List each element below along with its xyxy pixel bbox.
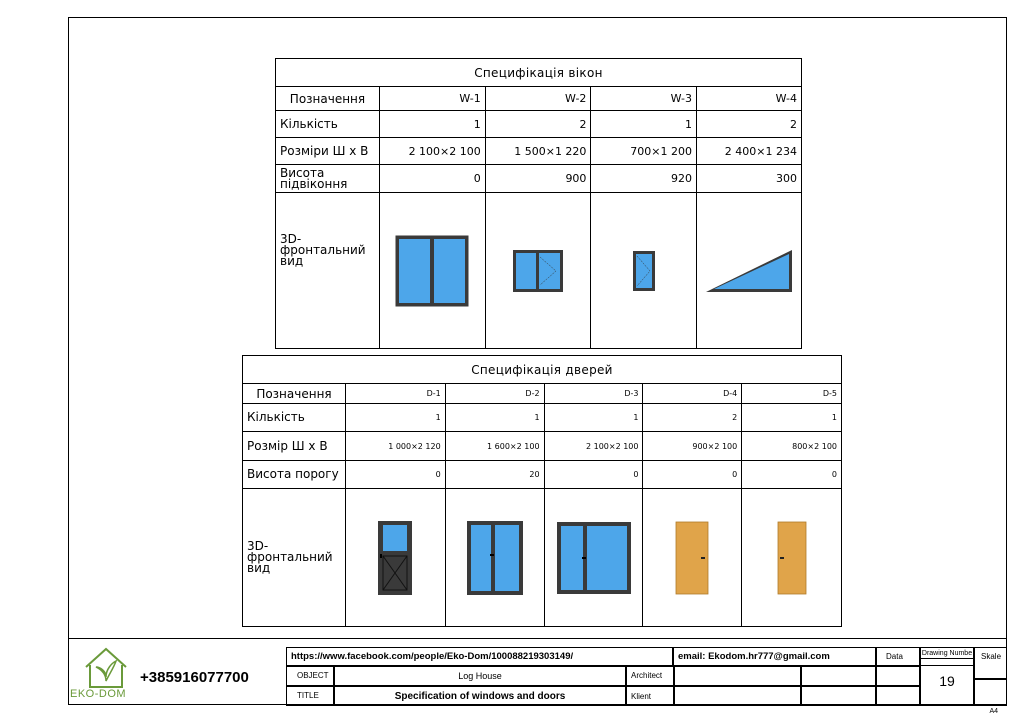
window-sill: 900 — [485, 165, 591, 193]
window-view-w3 — [591, 193, 697, 349]
row-label-view: 3D-фронтальний вид — [276, 193, 380, 349]
data-extra — [876, 686, 920, 706]
door-d3-icon — [556, 521, 632, 595]
door-id: D-4 — [643, 384, 742, 404]
window-id: W-4 — [697, 87, 802, 111]
door-view-d4 — [643, 489, 742, 627]
title-value: Specification of windows and doors — [334, 686, 626, 706]
window-size: 2 100×2 100 — [379, 138, 485, 165]
row-label-designation: Позначення — [243, 384, 346, 404]
company-logo-area — [68, 639, 286, 706]
sheet-size: A4 — [989, 708, 998, 715]
window-qty: 1 — [591, 111, 697, 138]
row-label-size: Розмір Ш х В — [243, 432, 346, 461]
door-id: D-1 — [345, 384, 445, 404]
door-d5-icon — [777, 521, 807, 595]
door-id: D-2 — [445, 384, 544, 404]
windows-spec-table — [275, 58, 802, 349]
object-label: OBJECT — [286, 666, 334, 686]
door-view-d3 — [544, 489, 643, 627]
row-label-designation: Позначення — [276, 87, 380, 111]
window-id: W-2 — [485, 87, 591, 111]
window-size: 700×1 200 — [591, 138, 697, 165]
window-view-w2 — [485, 193, 591, 349]
title-label: TITLE — [286, 686, 334, 706]
window-qty: 1 — [379, 111, 485, 138]
window-sill: 300 — [697, 165, 802, 193]
window-qty: 2 — [485, 111, 591, 138]
architect-value — [674, 666, 801, 686]
door-size: 1 000×2 120 — [345, 432, 445, 461]
window-w3-icon — [632, 250, 656, 292]
brand-name: EKO-DOM — [70, 688, 127, 700]
window-w1-icon — [394, 234, 470, 308]
window-w2-icon — [512, 249, 564, 293]
klient-extra — [801, 686, 876, 706]
row-label-sill: Висота підвіконня — [276, 165, 380, 193]
door-threshold: 20 — [445, 461, 544, 489]
door-qty: 1 — [445, 404, 544, 432]
door-id: D-3 — [544, 384, 643, 404]
windows-table-title: Специфікація вікон — [276, 59, 802, 87]
window-id: W-1 — [379, 87, 485, 111]
row-label-quantity: Кількість — [243, 404, 346, 432]
door-d2-icon — [466, 520, 524, 596]
door-d4-icon — [675, 521, 709, 595]
door-size: 1 600×2 100 — [445, 432, 544, 461]
window-sill: 0 — [379, 165, 485, 193]
window-w4-icon — [704, 248, 794, 294]
door-view-d1 — [345, 489, 445, 627]
row-label-view: 3D-фронтальний вид — [243, 489, 346, 627]
window-size: 1 500×1 220 — [485, 138, 591, 165]
object-value: Log House — [334, 666, 626, 686]
email-address: email: Ekodom.hr777@gmail.com — [673, 647, 876, 666]
door-threshold: 0 — [544, 461, 643, 489]
door-qty: 1 — [345, 404, 445, 432]
door-threshold: 0 — [643, 461, 742, 489]
title-block — [68, 638, 1007, 706]
row-label-threshold: Висота порогу — [243, 461, 346, 489]
door-qty: 2 — [643, 404, 742, 432]
door-view-d2 — [445, 489, 544, 627]
row-label-size: Розміри Ш х В — [276, 138, 380, 165]
scale-label: Skale — [974, 647, 1007, 679]
drawing-number: 19 — [920, 658, 974, 706]
drawing-number-label: Drawing Numbe — [920, 647, 974, 666]
doors-table-title: Специфікація дверей — [243, 356, 842, 384]
door-threshold: 0 — [742, 461, 842, 489]
door-size: 900×2 100 — [643, 432, 742, 461]
window-id: W-3 — [591, 87, 697, 111]
door-qty: 1 — [742, 404, 842, 432]
door-size: 2 100×2 100 — [544, 432, 643, 461]
window-size: 2 400×1 234 — [697, 138, 802, 165]
door-id: D-5 — [742, 384, 842, 404]
door-threshold: 0 — [345, 461, 445, 489]
phone-number: +385916077700 — [140, 669, 249, 686]
scale-value — [974, 679, 1007, 706]
architect-label: Architect — [626, 666, 674, 686]
door-d1-icon — [377, 520, 413, 596]
facebook-link[interactable]: https://www.facebook.com/people/Eko-Dom/100088219303149/ — [286, 647, 673, 666]
door-view-d5 — [742, 489, 842, 627]
window-view-w4 — [697, 193, 802, 349]
window-qty: 2 — [697, 111, 802, 138]
door-qty: 1 — [544, 404, 643, 432]
window-view-w1 — [379, 193, 485, 349]
data-label: Data — [876, 647, 920, 666]
klient-label: Klient — [626, 686, 674, 706]
data-value — [876, 666, 920, 686]
row-label-quantity: Кількість — [276, 111, 380, 138]
door-size: 800×2 100 — [742, 432, 842, 461]
window-sill: 920 — [591, 165, 697, 193]
klient-value — [674, 686, 801, 706]
doors-spec-table — [242, 355, 842, 627]
architect-extra — [801, 666, 876, 686]
house-leaf-logo-icon — [82, 645, 130, 689]
